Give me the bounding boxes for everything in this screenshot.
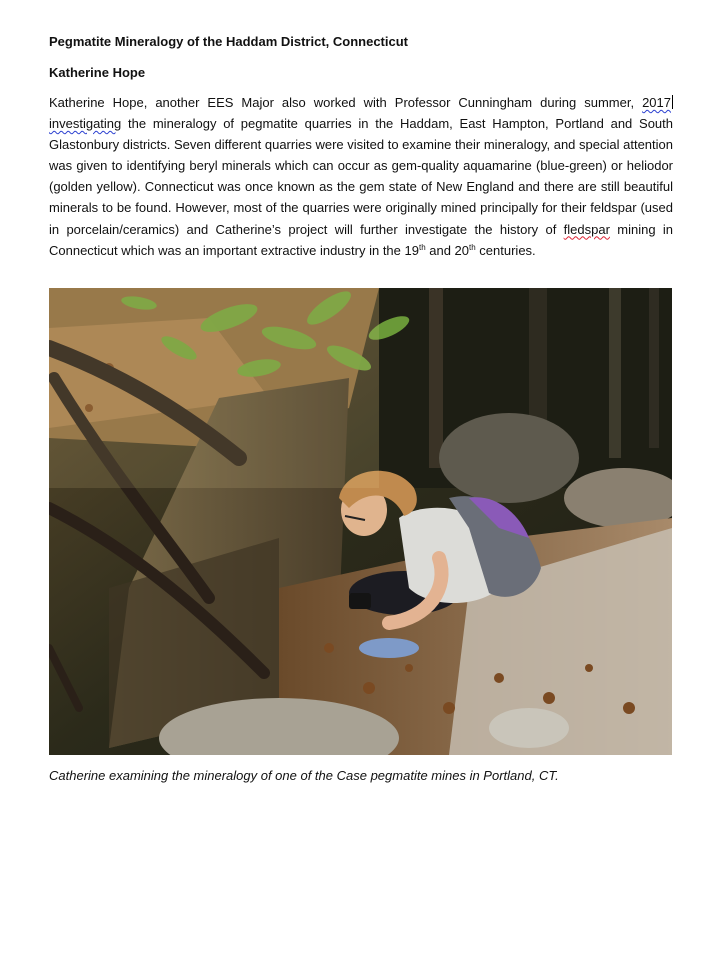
superscript: th <box>469 242 476 252</box>
text-run: the mineralogy of pegmatite quarries in the Haddam, East Hampton, Portland and South Glastonbury districts. Seven different quarries were visited to examine their mineralogy, and special attention was given to identifying beryl minerals which can occur as gem-quality aquamarine (blue-green) or heliodor (golden yellow). Connecticut was once known as the gem state of New England and there are still beautiful minerals to be found. However, most of the quarries were originally mined principally for their feldspar (used in porcelain/ceramics) and Catherine’s project will further investigate the history of <box>49 116 673 237</box>
text-run: and 20 <box>425 242 470 258</box>
author-name: Katherine Hope <box>49 65 146 80</box>
text-cursor <box>672 95 673 109</box>
text-run: Katherine Hope, another EES Major also worked with Professor Cunningham during summer, <box>49 95 643 110</box>
grammar-flag-word[interactable]: investigating <box>49 116 122 132</box>
text-run: centuries. <box>475 242 536 258</box>
photo-caption: Catherine examining the mineralogy of one of the Case pegmatite mines in Portland, CT. <box>49 768 559 783</box>
grammar-flag-year[interactable]: 2017 <box>642 95 671 110</box>
field-photo[interactable] <box>49 288 672 755</box>
spelling-error-word[interactable]: fledspar <box>563 221 610 237</box>
text-run: mining in Connecticut which was an important extractive industry in the 19 <box>49 221 673 258</box>
document-title: Pegmatite Mineralogy of the Haddam District, Connecticut <box>49 34 408 49</box>
body-paragraph[interactable] <box>49 92 673 261</box>
superscript: th <box>418 242 426 252</box>
